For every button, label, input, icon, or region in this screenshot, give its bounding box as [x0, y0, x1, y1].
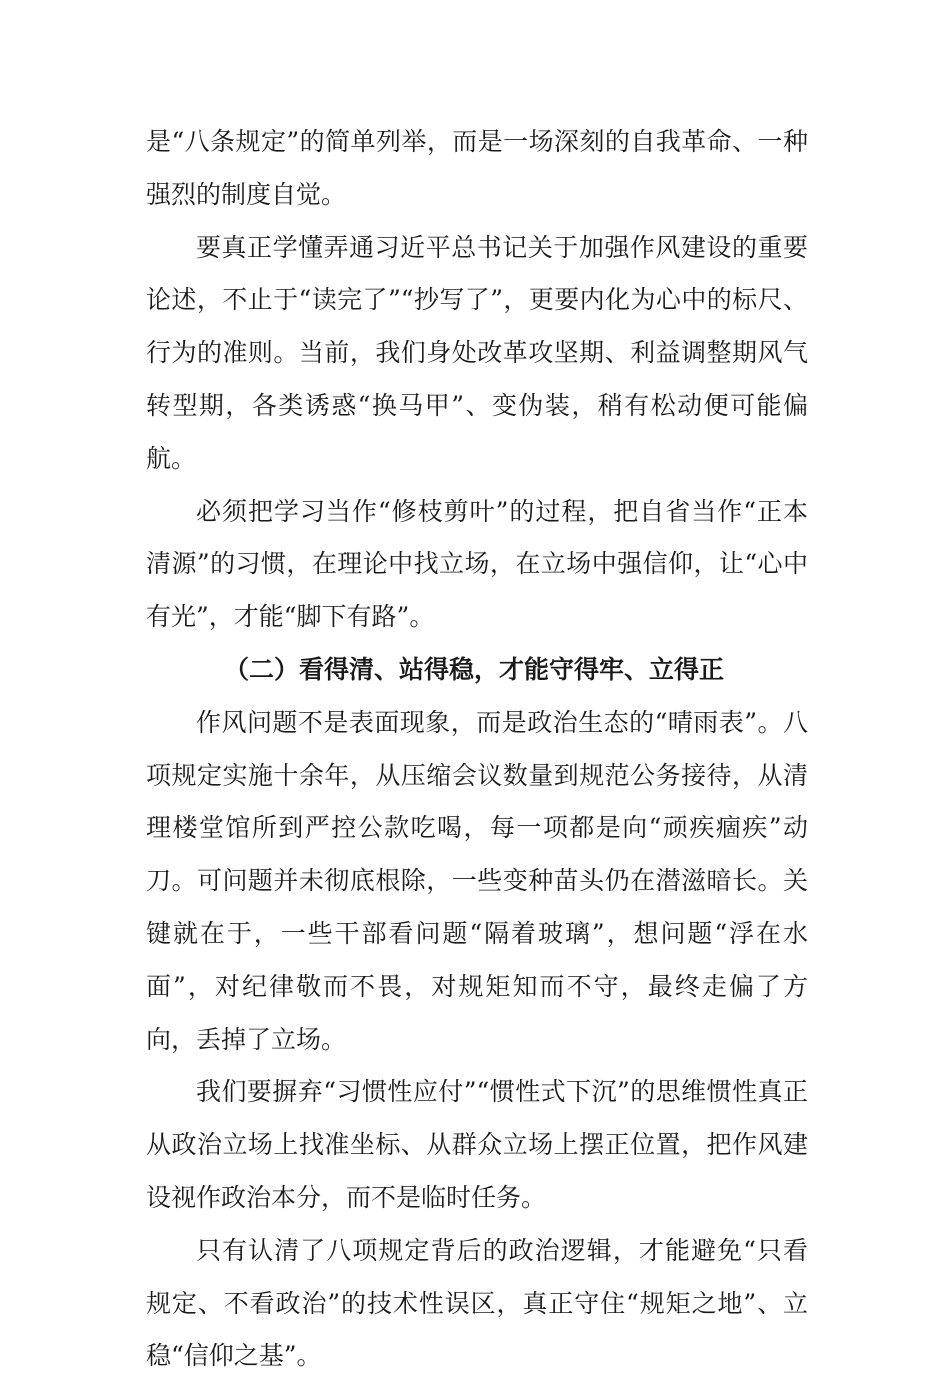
document-body [146, 116, 808, 1383]
paragraph-self-reflection: 必须把学习当作“修枝剪叶”的过程，把自省当作“正本清源”的习惯，在理论中找立场，在立场中强信仰，让“心中有光”，才能“脚下有路”。 [146, 496, 808, 632]
paragraph-political-logic: 只有认清了八项规定背后的政治逻辑，才能避免“只看规定、不看政治”的技术性误区，真正守住“规矩之地”、立稳“信仰之基”。 [146, 1235, 808, 1371]
section-heading: （二）看得清、站得稳，才能守得牢、立得正 [224, 654, 725, 684]
paragraph-study-requirement: 要真正学懂弄通习近平总书记关于加强作风建设的重要论述，不止于“读完了”“抄写了”，更要内化为心中的标尺、行为的准则。当前，我们身处改革攻坚期、利益调整期风气转型期，各类诱惑“换马甲”、变伪装，稍有松动便可能偏航。 [146, 232, 808, 473]
paragraph-style-problems: 作风问题不是表面现象，而是政治生态的“晴雨表”。八项规定实施十余年，从压缩会议数量到规范公务接待，从清理楼堂馆所到严控公款吃喝，每一项都是向“顽疾痼疾”动刀。可问题并未彻底根除，一些变种苗头仍在潜滋暗长。关键就在于，一些干部看问题“隔着玻璃”，想问题“浮在水面”，对纪律敬而不畏，对规矩知而不守，最终走偏了方向，丢掉了立场。 [146, 707, 808, 1054]
paragraph-continuation: 是“八条规定”的简单列举，而是一场深刻的自我革命、一种强烈的制度自觉。 [146, 127, 808, 209]
paragraph-abandon-inertia: 我们要摒弃“习惯性应付”“惯性式下沉”的思维惯性真正从政治立场上找准坐标、从群众立场上摆正位置，把作风建设视作政治本分，而不是临时任务。 [146, 1077, 808, 1212]
